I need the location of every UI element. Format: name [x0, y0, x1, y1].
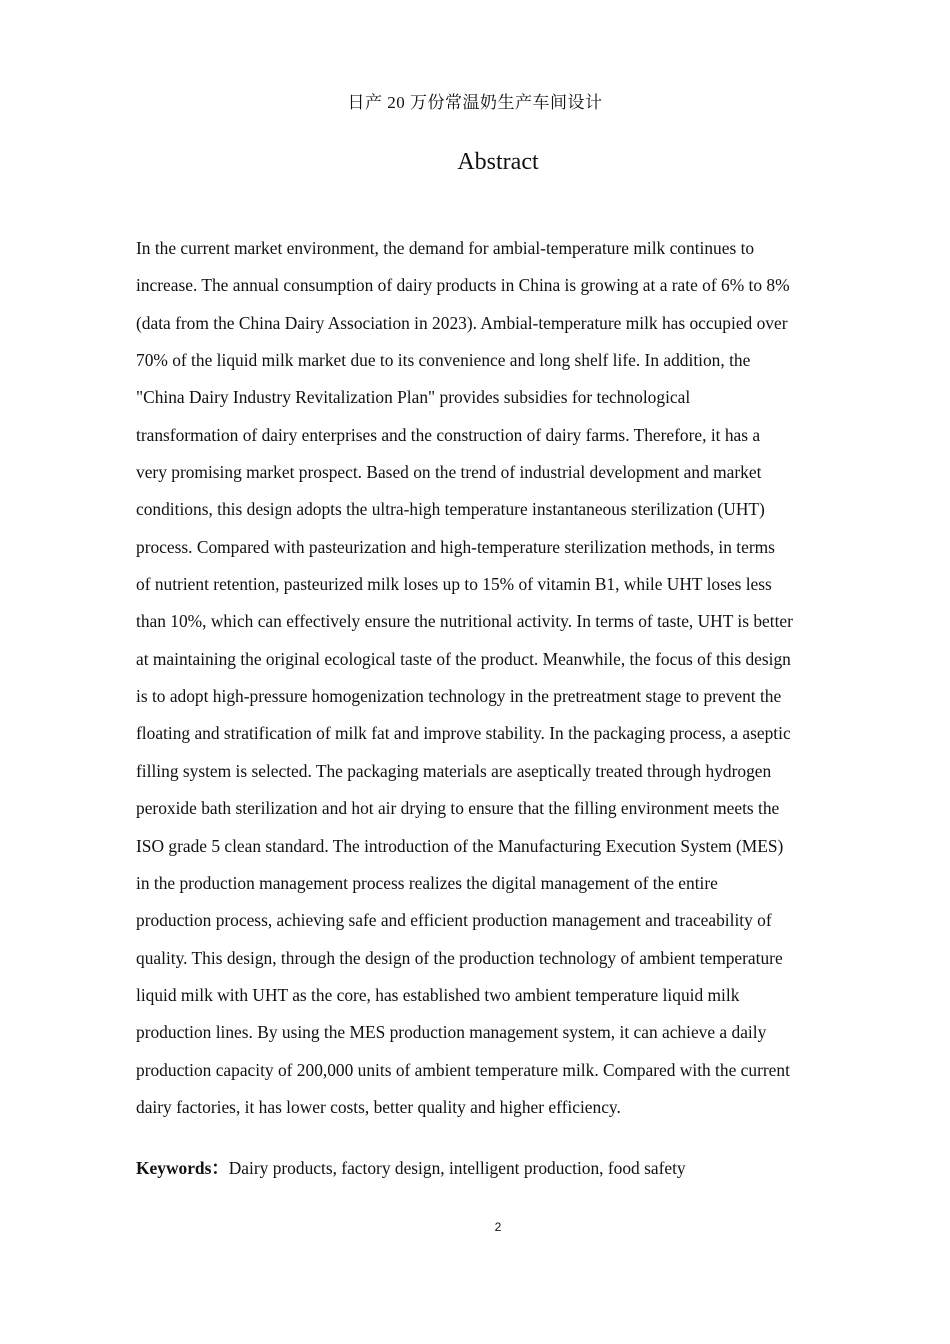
abstract-line: is to adopt high-pressure homogenization technology in the pretreatment stage to prevent the [136, 686, 782, 707]
abstract-line: filling system is selected. The packaging materials are aseptically treated through hydrogen [136, 760, 772, 781]
abstract-line: In the current market environment, the demand for ambial-temperature milk continues to [136, 238, 755, 258]
abstract-paragraph [136, 230, 860, 1126]
abstract-heading: Abstract [457, 149, 539, 175]
abstract-line: peroxide bath sterilization and hot air drying to ensure that the filling environment meets the [136, 798, 780, 819]
abstract-line: transformation of dairy enterprises and the construction of dairy farms. Therefore, it has a [136, 424, 761, 445]
abstract-line: of nutrient retention, pasteurized milk loses up to 15% of vitamin B1, while UHT loses less [136, 574, 772, 595]
keywords-text: Dairy products, factory design, intelligent production, food safety [228, 1158, 686, 1178]
abstract-line: (data from the China Dairy Association in 2023). Ambial-temperature milk has occupied over [136, 312, 788, 333]
page-number: 2 [494, 1220, 502, 1234]
abstract-line: production lines. By using the MES production management system, it can achieve a daily [136, 1022, 767, 1043]
abstract-line: increase. The annual consumption of dairy products in China is growing at a rate of 6% to 8% [136, 275, 790, 296]
abstract-line: at maintaining the original ecological taste of the product. Meanwhile, the focus of this design [136, 648, 791, 669]
abstract-line: liquid milk with UHT as the core, has established two ambient temperature liquid milk [136, 984, 740, 1005]
abstract-line: production process, achieving safe and efficient production management and traceability of [136, 910, 772, 931]
abstract-line: ISO grade 5 clean standard. The introduction of the Manufacturing Execution System (MES) [136, 835, 784, 856]
abstract-line: quality. This design, through the design of the production technology of ambient temperature [136, 947, 783, 968]
abstract-line: in the production management process realizes the digital management of the entire [136, 872, 718, 893]
keywords-line [136, 1154, 860, 1182]
abstract-line: conditions, this design adopts the ultra-high temperature instantaneous sterilization (UHT) [136, 499, 765, 520]
keywords-label: Keywords： [136, 1158, 229, 1178]
abstract-line: process. Compared with pasteurization and high-temperature sterilization methods, in terms [136, 536, 775, 557]
abstract-line: 70% of the liquid milk market due to its convenience and long shelf life. In addition, the [136, 350, 751, 371]
abstract-line: very promising market prospect. Based on the trend of industrial development and market [136, 462, 762, 483]
abstract-line: floating and stratification of milk fat and improve stability. In the packaging process, a aseptic [136, 723, 791, 744]
running-header-title: 日产 20 万份常温奶生产车间设计 [347, 93, 603, 112]
abstract-line: "China Dairy Industry Revitalization Plan" provides subsidies for technological [136, 387, 691, 408]
abstract-line: production capacity of 200,000 units of ambient temperature milk. Compared with the current [136, 1059, 790, 1080]
abstract-line: than 10%, which can effectively ensure the nutritional activity. In terms of taste, UHT is better [136, 611, 793, 632]
abstract-line: dairy factories, it has lower costs, better quality and higher efficiency. [136, 1096, 621, 1117]
